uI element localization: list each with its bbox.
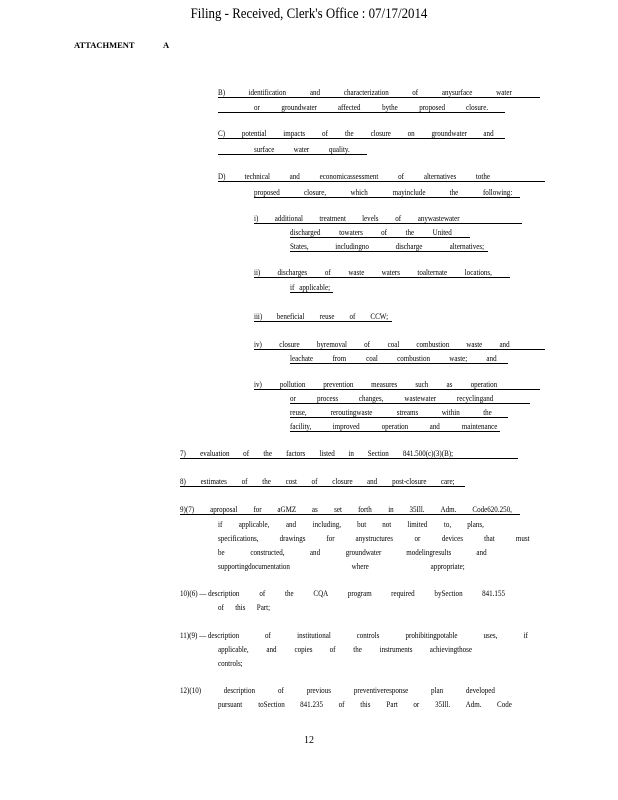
text-word: of — [259, 589, 266, 598]
text-word: for — [326, 534, 335, 543]
text-word: quality. — [328, 145, 350, 154]
text-word: 11)(9) — description — [180, 631, 240, 640]
text-word: States, — [290, 242, 309, 251]
text-line — [218, 645, 472, 655]
text-word: controls — [356, 631, 380, 640]
underline-rule — [218, 154, 367, 155]
text-word: and — [309, 88, 321, 97]
text-word: closure — [332, 477, 353, 486]
text-word: improved — [332, 422, 360, 431]
text-word: proposed — [254, 188, 280, 197]
text-word: post-closure — [392, 477, 427, 486]
text-word: 9)(7) — [180, 505, 195, 514]
text-word: the — [353, 645, 362, 654]
underline-rule — [254, 197, 520, 198]
underline-rule — [290, 292, 333, 293]
text-word: facility, — [290, 422, 312, 431]
text-word: recyclingand — [456, 394, 494, 403]
text-word: plans, — [467, 520, 484, 529]
text-word: if — [523, 631, 528, 640]
text-word: description — [223, 686, 255, 695]
text-word: on — [407, 129, 415, 138]
text-word: and — [309, 548, 321, 557]
underline-rule — [254, 389, 540, 390]
text-word: toSection — [258, 700, 285, 709]
text-word: modelingresults — [406, 548, 452, 557]
text-word: and — [289, 172, 300, 181]
text-word: C) — [218, 129, 226, 138]
underline-rule — [254, 277, 510, 278]
text-word: of — [241, 477, 248, 486]
text-word: byremoval — [316, 340, 347, 349]
text-word: including, — [312, 520, 342, 529]
text-word: process — [316, 394, 339, 403]
text-word: the — [405, 228, 415, 237]
text-word: the — [344, 129, 354, 138]
text-word: affected — [337, 103, 361, 112]
text-word: forth — [358, 505, 372, 514]
underline-rule — [180, 486, 465, 487]
text-word: in — [348, 449, 354, 458]
text-line — [180, 589, 505, 599]
text-word: cost — [285, 477, 297, 486]
text-word: supportingdocumentation — [218, 562, 290, 571]
text-word: treatment — [319, 214, 346, 223]
text-word: wastewater — [404, 394, 437, 403]
text-word: set — [334, 505, 342, 514]
text-word: applicable, — [218, 645, 249, 654]
text-word: if — [218, 520, 223, 529]
text-word: anywastewater — [417, 214, 460, 223]
text-word: but — [357, 520, 367, 529]
text-word: pursuant — [218, 700, 243, 709]
text-word: waste — [466, 340, 483, 349]
text-word: the — [285, 589, 294, 598]
text-word: 8) — [180, 477, 186, 486]
text-word: required — [391, 589, 415, 598]
text-word: D) — [218, 172, 226, 181]
text-word: to, — [443, 520, 452, 529]
underline-rule — [290, 363, 508, 364]
text-word: applicable; — [299, 283, 331, 292]
text-word: Part; — [256, 603, 271, 612]
text-word: the — [483, 408, 492, 417]
text-word: proposed — [419, 103, 446, 112]
underline-rule — [218, 138, 505, 139]
text-word: developed — [465, 686, 495, 695]
page-number: 12 — [304, 735, 314, 746]
text-word: this — [235, 603, 246, 612]
text-word: alternatives — [423, 172, 457, 181]
text-word: as — [446, 380, 453, 389]
text-word: characterization — [343, 88, 389, 97]
text-word: Adm. — [465, 700, 482, 709]
text-word: pollution — [279, 380, 306, 389]
underline-rule — [218, 181, 545, 182]
text-word: surface — [254, 145, 275, 154]
text-word: and — [266, 645, 277, 654]
text-word: measures — [371, 380, 398, 389]
text-word: coal — [366, 354, 378, 363]
text-word: discharges — [277, 268, 308, 277]
text-word: discharged — [290, 228, 321, 237]
text-word: as — [311, 505, 318, 514]
text-word: groundwater — [281, 103, 318, 112]
text-word: estimates — [200, 477, 227, 486]
text-word: anystructures — [355, 534, 394, 543]
text-word: this — [360, 700, 371, 709]
text-word: aGMZ — [277, 505, 297, 514]
text-word: and — [367, 477, 378, 486]
text-word: water — [293, 145, 310, 154]
text-line — [218, 603, 270, 613]
text-word: closure, — [304, 188, 327, 197]
text-word: of — [381, 228, 387, 237]
text-line — [218, 700, 512, 710]
text-word: uses, — [483, 631, 498, 640]
text-word: such — [415, 380, 429, 389]
text-word: limited — [407, 520, 428, 529]
text-word: of — [311, 477, 318, 486]
text-word: closure — [370, 129, 391, 138]
underline-rule — [290, 251, 488, 252]
text-word: 841.155 — [482, 589, 505, 598]
text-word: and — [429, 422, 440, 431]
text-word: locations, — [464, 268, 492, 277]
text-word: Adm. — [440, 505, 457, 514]
text-word: closure. — [465, 103, 489, 112]
underline-rule — [254, 321, 392, 322]
text-word: following: — [482, 188, 513, 197]
text-word: reuse — [319, 312, 335, 321]
text-word: must — [515, 534, 530, 543]
text-line — [180, 686, 495, 696]
text-word: care; — [440, 477, 455, 486]
text-word: operation — [381, 422, 409, 431]
text-word: of — [329, 645, 336, 654]
text-word: within — [441, 408, 460, 417]
text-word: i) — [254, 214, 259, 223]
text-word: closure — [279, 340, 300, 349]
text-word: operation — [470, 380, 498, 389]
text-word: from — [332, 354, 347, 363]
text-word: bythe — [382, 103, 398, 112]
text-word: in — [388, 505, 394, 514]
text-word: which — [350, 188, 368, 197]
text-word: waters — [381, 268, 400, 277]
text-word: reuse, — [290, 408, 307, 417]
text-word: copies — [294, 645, 313, 654]
underline-rule — [254, 223, 522, 224]
text-word: discharge — [395, 242, 423, 251]
text-word: additional — [274, 214, 303, 223]
text-word: of — [364, 340, 370, 349]
text-word: includingno — [335, 242, 369, 251]
text-word: of — [264, 631, 271, 640]
text-word: aproposal — [210, 505, 238, 514]
text-word: program — [347, 589, 372, 598]
text-word: specifications, — [218, 534, 259, 543]
text-word: 841.500(c)(3)(B); — [402, 449, 454, 458]
text-word: of — [277, 686, 284, 695]
text-word: of — [324, 268, 331, 277]
text-word: coal — [387, 340, 400, 349]
text-word: Code — [497, 700, 512, 709]
text-line — [218, 659, 246, 669]
text-word: of — [338, 700, 345, 709]
text-word: and — [285, 520, 296, 529]
text-word: 12)(10) — [180, 686, 202, 695]
text-word: where — [351, 562, 369, 571]
text-word: of — [398, 172, 405, 181]
text-word: CCW; — [370, 312, 389, 321]
text-word: toalternate — [417, 268, 448, 277]
underline-rule — [180, 458, 518, 459]
attachment-label: ATTACHMENT — [74, 40, 135, 50]
text-word: appropriate; — [430, 562, 465, 571]
underline-rule — [180, 514, 520, 515]
text-word: combustion — [416, 340, 450, 349]
text-word: 35Ill. — [435, 700, 451, 709]
text-line — [218, 548, 487, 558]
text-word: changes, — [358, 394, 384, 403]
text-word: of — [243, 449, 250, 458]
text-word: the — [449, 188, 459, 197]
attachment-letter: A — [163, 40, 170, 50]
text-word: Section — [367, 449, 389, 458]
underline-rule — [290, 403, 530, 404]
text-word: waste; — [449, 354, 468, 363]
text-word: drawings — [279, 534, 306, 543]
text-word: leachate — [290, 354, 314, 363]
text-word: 7) — [180, 449, 186, 458]
text-word: B) — [218, 88, 226, 97]
text-word: or — [413, 700, 420, 709]
underline-rule — [290, 417, 508, 418]
text-word: that — [484, 534, 495, 543]
text-word: if — [290, 283, 295, 292]
text-word: or — [414, 534, 421, 543]
text-word: of — [349, 312, 356, 321]
text-word: maintenance — [461, 422, 498, 431]
text-word: and — [486, 354, 497, 363]
text-word: controls; — [218, 659, 243, 668]
text-word: the — [262, 477, 271, 486]
text-word: groundwater — [345, 548, 382, 557]
text-word: United — [432, 228, 452, 237]
text-word: of — [412, 88, 419, 97]
text-word: Code620.250, — [472, 505, 512, 514]
text-word: prohibitingpotable — [405, 631, 458, 640]
text-word: technical — [244, 172, 270, 181]
text-line — [180, 631, 528, 641]
text-word: instruments — [379, 645, 413, 654]
text-word: iv) — [254, 380, 262, 389]
text-word: and — [483, 129, 494, 138]
text-word: or — [254, 103, 260, 112]
text-word: ii) — [254, 268, 261, 277]
text-word: and — [476, 548, 487, 557]
underline-rule — [254, 349, 545, 350]
text-word: be — [218, 548, 225, 557]
text-word: the — [263, 449, 272, 458]
text-word: evaluation — [200, 449, 230, 458]
text-word: and — [499, 340, 510, 349]
text-word: plan — [431, 686, 444, 695]
text-word: anysurface — [441, 88, 473, 97]
text-word: streams — [396, 408, 419, 417]
text-word: not — [382, 520, 392, 529]
text-line — [218, 534, 530, 544]
text-word: mayinclude — [392, 188, 426, 197]
text-word: achievingthose — [429, 645, 472, 654]
text-word: preventiveresponse — [353, 686, 409, 695]
text-line — [218, 562, 465, 572]
text-word: 35Ill. — [409, 505, 425, 514]
text-word: institutional — [297, 631, 331, 640]
text-word: of — [395, 214, 402, 223]
underline-rule — [218, 97, 540, 98]
underline-rule — [290, 431, 500, 432]
text-word: 10)(6) — description — [180, 589, 240, 598]
text-word: alternatives; — [449, 242, 485, 251]
text-word: Part — [386, 700, 398, 709]
text-word: water — [496, 88, 512, 97]
text-word: for — [253, 505, 262, 514]
text-word: iv) — [254, 340, 262, 349]
underline-rule — [218, 112, 505, 113]
text-word: CQA — [313, 589, 329, 598]
text-word: combustion — [397, 354, 430, 363]
underline-rule — [290, 237, 470, 238]
text-word: waste — [348, 268, 365, 277]
text-word: factors — [286, 449, 306, 458]
filing-stamp-header: Filing - Received, Clerk's Office : 07/17/2014 — [190, 6, 428, 22]
text-word: devices — [441, 534, 463, 543]
text-word: constructed, — [250, 548, 285, 557]
text-word: beneficial — [276, 312, 305, 321]
text-word: towaters — [339, 228, 363, 237]
text-word: potential — [241, 129, 267, 138]
text-word: groundwater — [431, 129, 468, 138]
text-word: reroutingwaste — [330, 408, 373, 417]
text-word: tothe — [475, 172, 490, 181]
text-word: identification — [248, 88, 287, 97]
text-line — [218, 520, 484, 530]
text-word: prevention — [323, 380, 354, 389]
text-word: impacts — [283, 129, 306, 138]
text-word: iii) — [254, 312, 263, 321]
text-word: listed — [319, 449, 335, 458]
text-word: 841.235 — [300, 700, 324, 709]
text-word: bySection — [434, 589, 463, 598]
text-word: previous — [306, 686, 331, 695]
text-word: or — [290, 394, 296, 403]
text-word: economicassessment — [319, 172, 379, 181]
text-word: of — [218, 603, 224, 612]
text-word: applicable, — [238, 520, 270, 529]
text-word: levels — [362, 214, 379, 223]
text-word: of — [322, 129, 328, 138]
